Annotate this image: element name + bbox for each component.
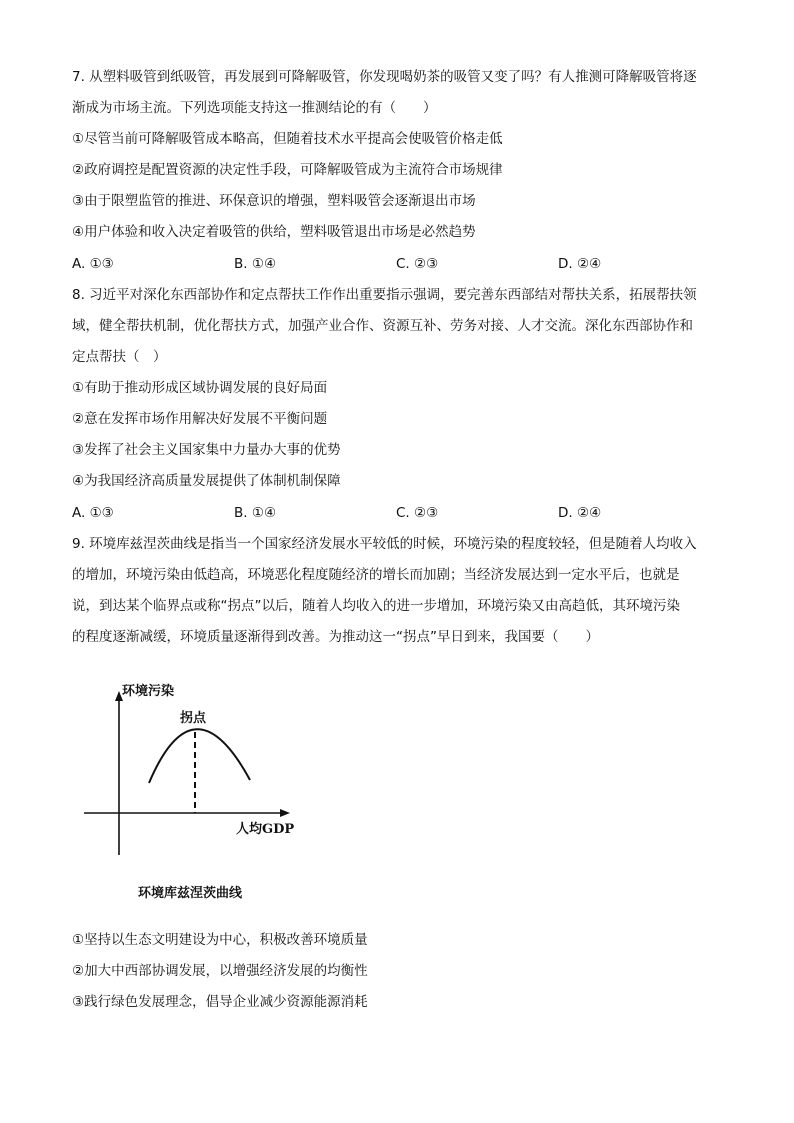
q7-stem-line-2: 渐成为市场主流。下列选项能支持这一推测结论的有（ ） [72,100,437,116]
q9-statement-2: ②加大中西部协调发展，以增强经济发展的均衡性 [72,963,368,979]
peak-label: 拐点 [180,711,207,726]
q8-statement-1: ①有助于推动形成区域协调发展的良好局面 [72,380,328,396]
q8-statement-3: ③发挥了社会主义国家集中力量办大事的优势 [72,442,341,458]
q8-stem-line-3: 定点帮扶（ ） [72,349,167,365]
q9-stem-line-3: 说，到达某个临界点或称“拐点”以后，随着人均收入的进一步增加，环境污染又由高趋低，其环境污染 [72,598,680,614]
q7-option-b[interactable]: B. ①④ [234,256,277,272]
q8-option-d[interactable]: D. ②④ [558,505,602,521]
y-axis-label: 环境污染 [122,684,175,699]
q9-statement-1: ①坚持以生态文明建设为中心，积极改善环境质量 [72,932,368,948]
q7-stem-line-1: 7. 从塑料吸管到纸吸管，再发展到可降解吸管，你发现喝奶茶的吸管又变了吗？有人推测可降解吸管将逐 [72,69,697,85]
q8-stem-line-2: 域，健全帮扶机制，优化帮扶方式，加强产业合作、资源互补、劳务对接、人才交流。深化东西部协作和 [72,318,693,334]
q8-option-c[interactable]: C. ②③ [396,505,439,521]
x-axis-arrow-icon [280,809,290,817]
q9-stem-line-4: 的程度逐渐减缓，环境质量逐渐得到改善。为推动这一“拐点”早日到来，我国要（ ） [72,629,599,645]
q8-statement-2: ②意在发挥市场作用解决好发展不平衡问题 [72,411,328,427]
q7-statement-4: ④用户体验和收入决定着吸管的供给，塑料吸管退出市场是必然趋势 [72,224,476,240]
q8-statement-4: ④为我国经济高质量发展提供了体制机制保障 [72,473,341,489]
q8-option-a[interactable]: A. ①③ [72,505,114,521]
q7-option-d[interactable]: D. ②④ [558,256,602,272]
q9-statement-3: ③践行绿色发展理念，倡导企业减少资源能源消耗 [72,994,368,1010]
q9-stem-line-1: 9. 环境库兹涅茨曲线是指当一个国家经济发展水平较低的时候，环境污染的程度较轻，但是随着人均收入 [72,536,697,552]
q7-option-a[interactable]: A. ①③ [72,256,114,272]
kuznets-curve-figure [78,675,308,865]
figure-caption: 环境库兹涅茨曲线 [138,886,243,901]
kuznets-curve [149,729,250,783]
q7-option-c[interactable]: C. ②③ [396,256,439,272]
q7-options [72,254,732,274]
q7-statement-3: ③由于限塑监管的推进、环保意识的增强，塑料吸管会逐渐退出市场 [72,193,476,209]
q8-stem-line-1: 8. 习近平对深化东西部协作和定点帮扶工作作出重要指示强调，要完善东西部结对帮扶关系，拓展帮扶领 [72,287,697,303]
x-axis-label: 人均GDP [236,822,295,837]
q8-option-b[interactable]: B. ①④ [234,505,277,521]
q7-statement-2: ②政府调控是配置资源的决定性手段，可降解吸管成为主流符合市场规律 [72,162,503,178]
q8-options [72,503,732,523]
q9-stem-line-2: 的增加，环境污染由低趋高，环境恶化程度随经济的增长而加剧；当经济发展达到一定水平后，也就是 [72,567,680,583]
q7-statement-1: ①尽管当前可降解吸管成本略高，但随着技术水平提高会使吸管价格走低 [72,131,503,147]
